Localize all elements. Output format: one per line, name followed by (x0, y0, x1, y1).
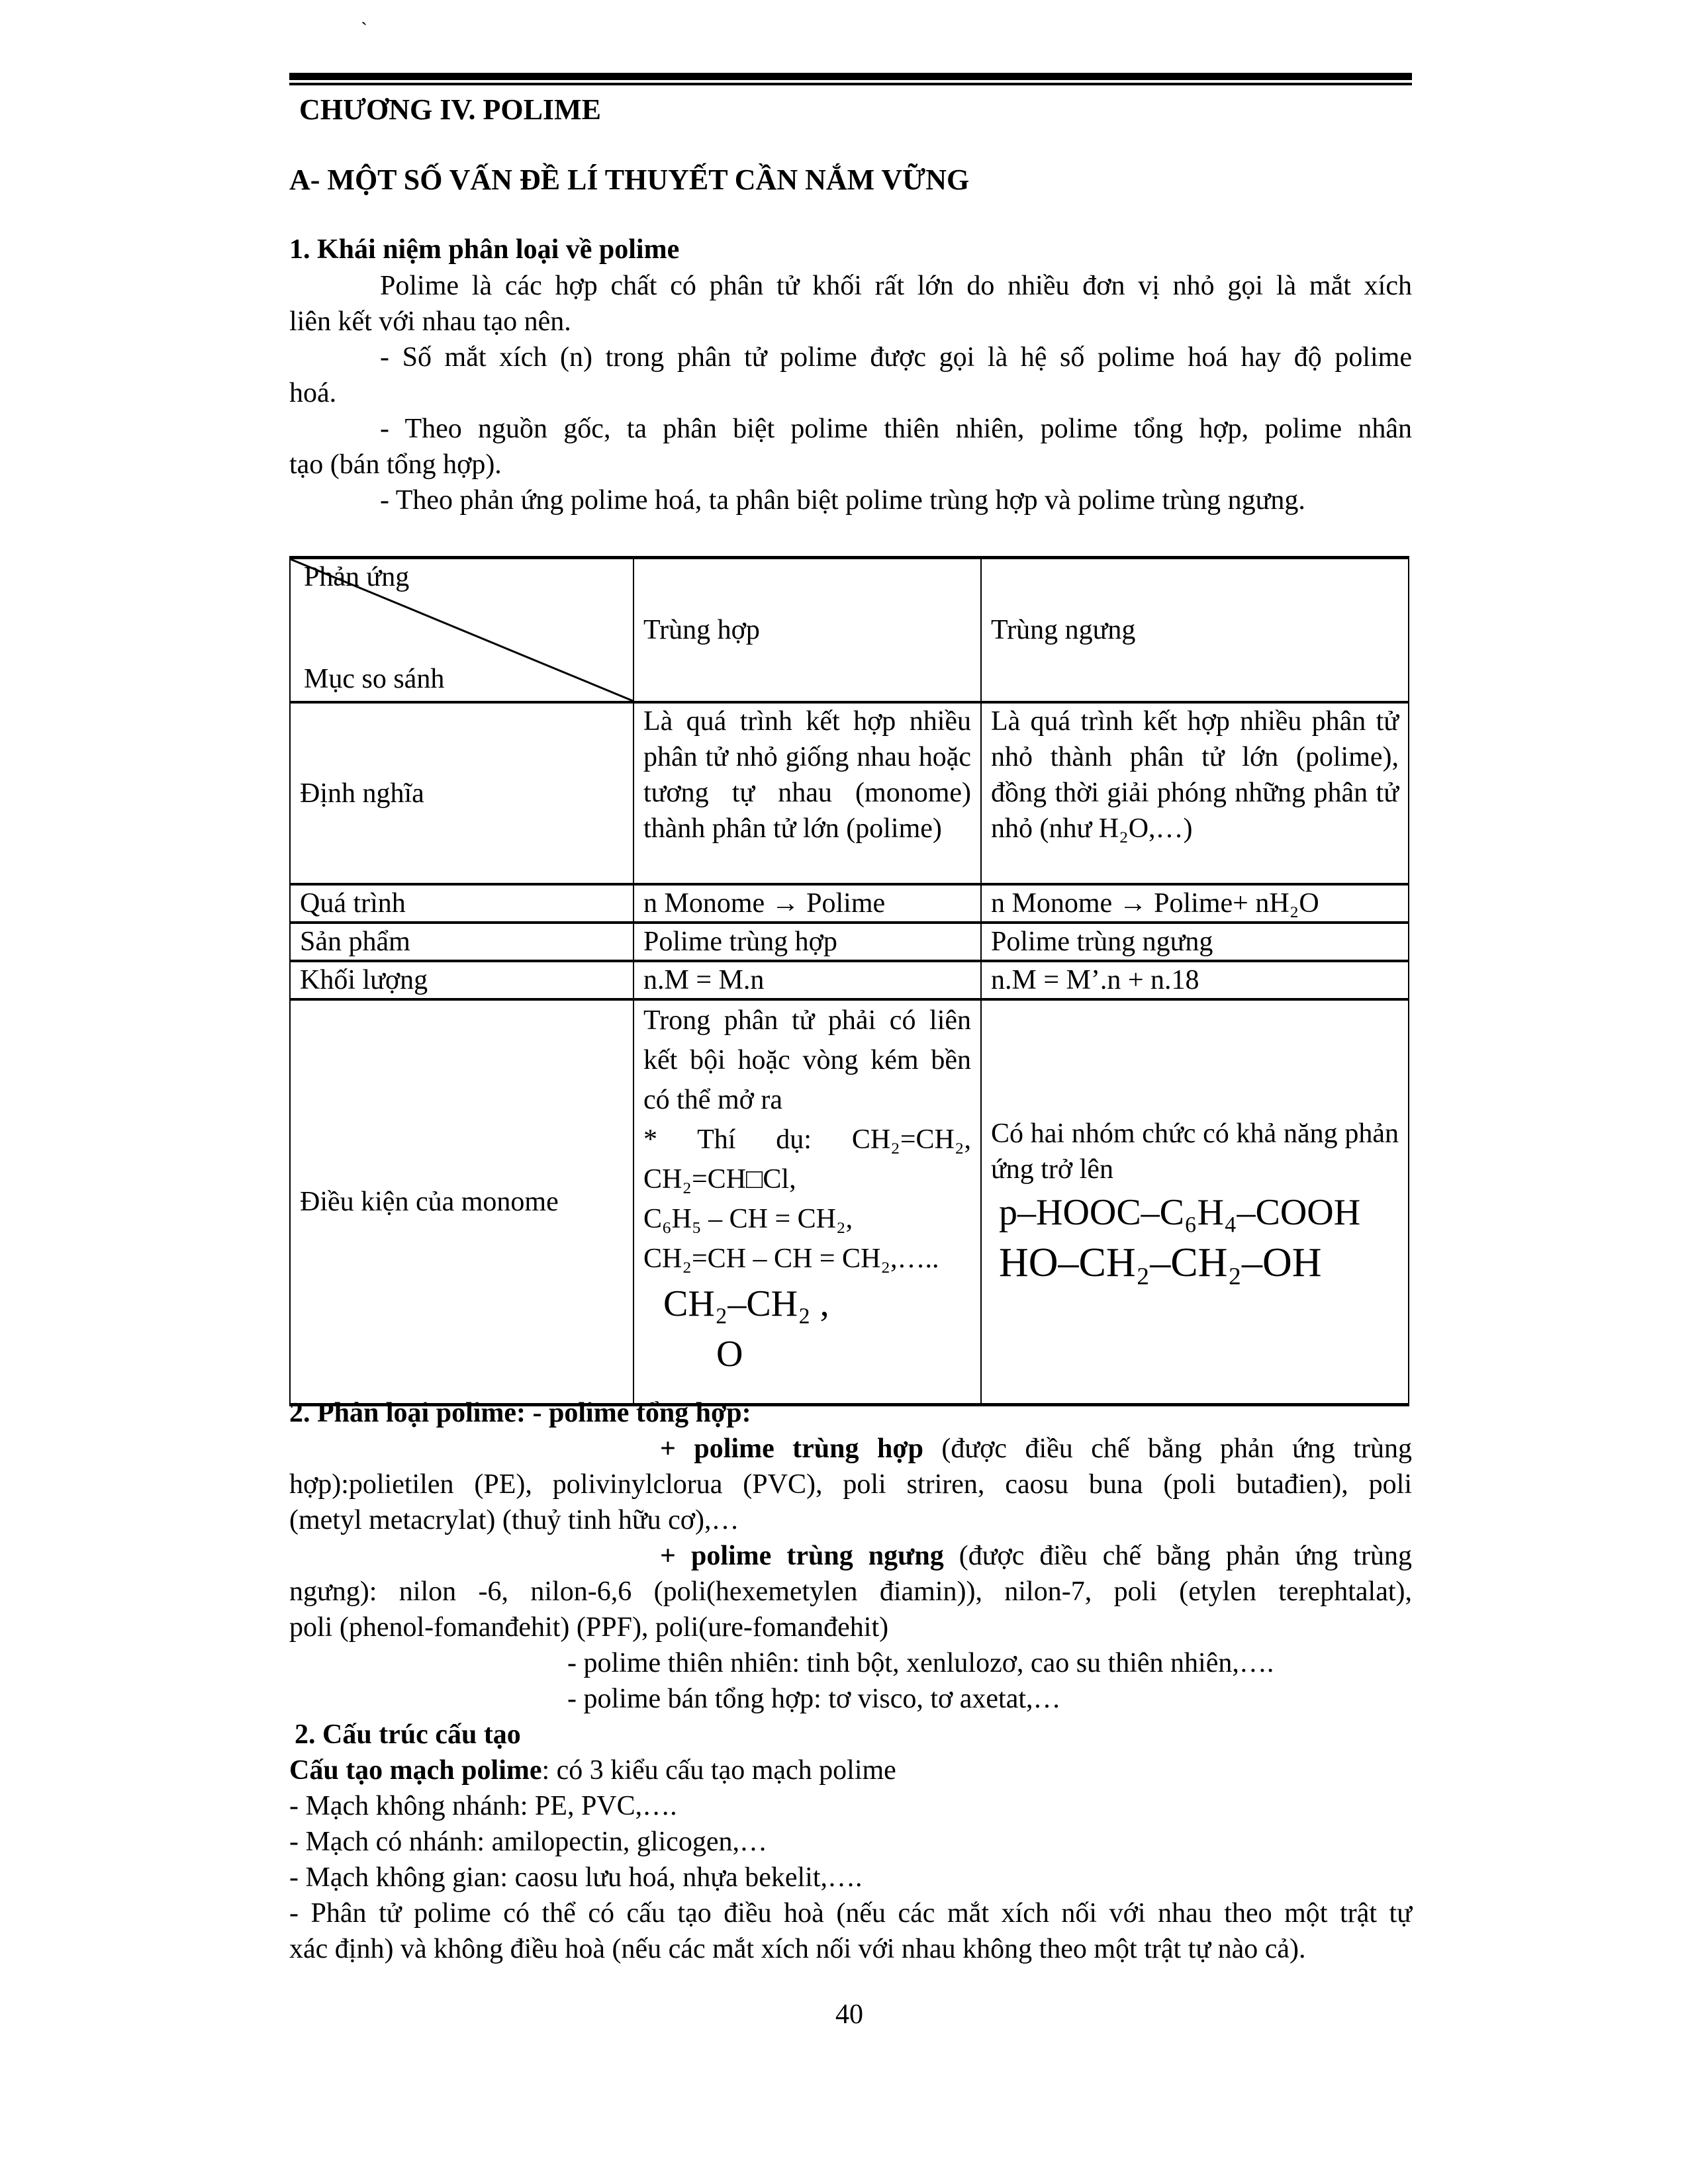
section3-title: 2. Cấu trúc cấu tạo (295, 1719, 521, 1750)
cell-value: n.M = M.n (633, 961, 981, 999)
paragraph-line (289, 1431, 1412, 1467)
list-item: xác định) và không điều hoà (nếu các mắt xích nối với nhau không theo một trật tự nào cả). (289, 1934, 1306, 1964)
trung-ngung-label: + polime trùng ngưng (660, 1541, 944, 1571)
paragraph-line: poli (phenol-fomanđehit) (PPF), poli(ure-fomanđehit) (289, 1612, 889, 1643)
list-item: - Mạch không nhánh: PE, PVC,…. (289, 1791, 677, 1821)
paragraph-line: (metyl metacrylat) (thuỷ tinh hữu cơ),… (289, 1505, 739, 1535)
table-row (290, 961, 1409, 999)
list-item: - Mạch không gian: caosu lưu hoá, nhựa bekelit,…. (289, 1862, 863, 1893)
paragraph-line: - polime bán tổng hợp: tơ visco, tơ axetat,… (567, 1684, 1061, 1714)
section1-body (289, 268, 1412, 518)
paragraph-line: Polime là các hợp chất có phân tử khối rất lớn do nhiều đơn vị nhỏ gọi là mắt xích (380, 271, 1412, 301)
row-label: Quá trình (290, 884, 633, 923)
cell-value: Polime trùng hợp (633, 923, 981, 961)
paragraph-line: - Theo phản ứng polime hoá, ta phân biệt polime trùng hợp và polime trùng ngưng. (380, 485, 1305, 516)
ethylene-oxide-formula: CH₂–CH₂ , (663, 1283, 829, 1324)
chapter-title: CHƯƠNG IV. POLIME (299, 93, 601, 126)
cell-value: n.M = M’.n + n.18 (981, 961, 1409, 999)
paragraph-line: ngưng): nilon -6, nilon-6,6 (poli(hexemetylen điamin)), nilon-7, poli (etylen terephtalat), (289, 1576, 1412, 1607)
row-label: Điều kiện của monome (290, 999, 633, 1404)
cell-value: Polime trùng ngưng (981, 923, 1409, 961)
example-line: * Thí dụ: CH₂=CH₂, (643, 1124, 971, 1155)
paragraph-line: hoá. (289, 378, 337, 408)
cell-value: n Monome → Polime+ nH₂O (981, 884, 1409, 923)
row-label: Định nghĩa (290, 702, 633, 884)
stray-mark: ` (361, 19, 367, 40)
paragraph-line: tạo (bán tổng hợp). (289, 449, 502, 480)
table-row (290, 884, 1409, 923)
header-trung-ngung: Trùng ngưng (981, 558, 1409, 703)
paragraph-line: liên kết với nhau tạo nên. (289, 306, 571, 337)
diagonal-header-cell (290, 558, 633, 703)
cell-value: n Monome → Polime (633, 884, 981, 923)
paragraph-line: - Theo nguồn gốc, ta phân biệt polime thiên nhiên, polime tổng hợp, polime nhân (380, 414, 1412, 444)
monome-condition-addition (633, 999, 981, 1404)
example-line: C₆H₅ – CH = CH₂, (643, 1204, 853, 1234)
paragraph-text: (được điều chế bằng phản ứng trùng (943, 1541, 1412, 1571)
table-row (290, 999, 1409, 1404)
list-item: - Mạch có nhánh: amilopectin, glicogen,… (289, 1827, 767, 1857)
cell-value: Trong phân tử phải có liên kết bội hoặc vòng kém bền có thể mở ra (643, 1005, 971, 1115)
ethylene-glycol-formula: HO–CH₂–CH₂–OH (999, 1240, 1322, 1285)
trung-hop-label: + polime trùng hợp (660, 1433, 923, 1464)
header-rule-thick (289, 73, 1412, 80)
table-header-row (290, 558, 1409, 703)
row-label: Sản phẩm (290, 923, 633, 961)
section1-title: 1. Khái niệm phân loại về polime (289, 234, 680, 265)
row-label: Khối lượng (290, 961, 633, 999)
paragraph-line: hợp):polietilen (PE), polivinylclorua (PVC), poli striren, caosu buna (poli butađien), poli (289, 1469, 1412, 1500)
paragraph-text: : có 3 kiểu cấu tạo mạch polime (541, 1755, 896, 1786)
paragraph-text: (được điều chế bằng phản ứng trùng (923, 1433, 1412, 1464)
header-criteria-label: Mục so sánh (304, 664, 445, 694)
paragraph-line: - Số mắt xích (n) trong phân tử polime được gọi là hệ số polime hoá hay độ polime (380, 342, 1412, 373)
section2-title: 2. Phân loại polime: - polime tổng hợp: (289, 1398, 751, 1428)
cell-value: Có hai nhóm chức có khả năng phản ứng trở lên (991, 1118, 1399, 1185)
section-a-title: A- MỘT SỐ VẤN ĐỀ LÍ THUYẾT CẦN NẮM VỮNG (289, 163, 970, 196)
example-line: CH₂=CH – CH = CH₂,….. (643, 1244, 939, 1274)
cell-value: Là quá trình kết hợp nhiều phân tử nhỏ thành phân tử lớn (polime), đồng thời giải phóng những phân tử nhỏ (như H₂O,…) (981, 702, 1409, 884)
table-row (290, 923, 1409, 961)
list-item: - Phân tử polime có thể có cấu tạo điều hoà (nếu các mắt xích nối với nhau theo một trật tự (289, 1898, 1412, 1929)
monome-condition-condensation (981, 999, 1409, 1404)
mach-label: Cấu tạo mạch polime (289, 1755, 542, 1786)
header-rule-thin (289, 83, 1412, 85)
page-number: 40 (835, 1999, 863, 2030)
ethylene-oxide-oxygen: O (716, 1334, 743, 1375)
cell-value: Là quá trình kết hợp nhiều phân tử nhỏ giống nhau hoặc tương tự nhau (monome) thành phân tử lớn (polime) (633, 702, 981, 884)
table-row (290, 702, 1409, 884)
section2-body (289, 1395, 1412, 1967)
comparison-table (289, 556, 1409, 1406)
paragraph-line: - polime thiên nhiên: tinh bột, xenlulozơ, cao su thiên nhiên,…. (567, 1648, 1274, 1678)
terephthalic-acid-formula: p–HOOC–C₆H₄–COOH (999, 1191, 1361, 1233)
header-reaction-label: Phản ứng (304, 562, 410, 592)
paragraph-line (289, 1538, 1412, 1574)
example-line: CH₂=CH□Cl, (643, 1164, 796, 1195)
header-trung-hop: Trùng hợp (633, 558, 981, 703)
paragraph-line (289, 1752, 1412, 1788)
